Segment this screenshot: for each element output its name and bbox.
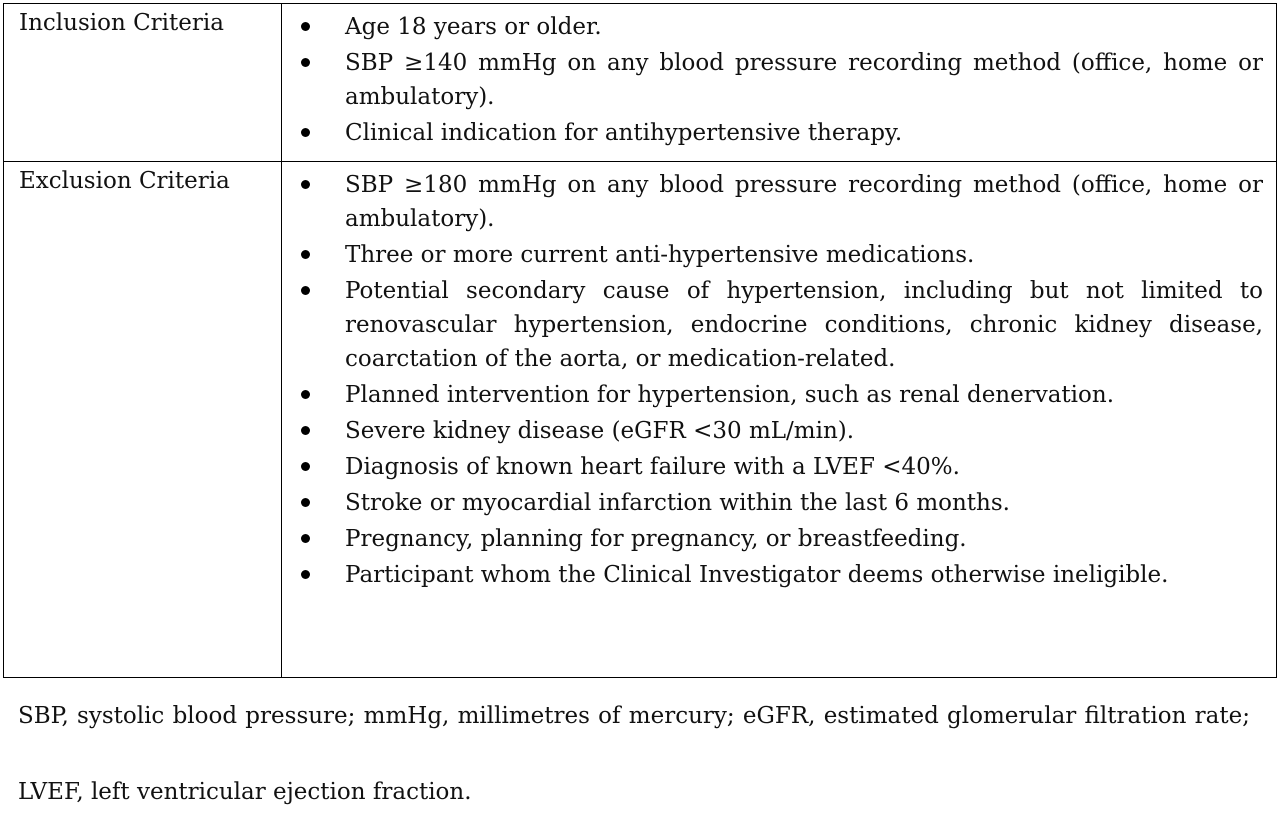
bullet-icon — [301, 498, 310, 507]
bullet-icon — [301, 22, 310, 31]
exclusion-criteria-label: Exclusion Criteria — [19, 168, 230, 194]
exclusion-criterion-text: SBP ≥180 mmHg on any blood pressure recording method (office, home or ambulatory). — [345, 172, 1263, 232]
bullet-icon — [301, 426, 310, 435]
bullet-icon — [301, 128, 310, 137]
bullet-icon — [301, 390, 310, 399]
bullet-icon — [301, 58, 310, 67]
exclusion-criterion-text: Participant whom the Clinical Investigator deems otherwise ineligible. — [345, 562, 1169, 588]
exclusion-criterion-text: Potential secondary cause of hypertension, including but not limited to renovascular hypertension, endocrine conditions, chronic kidney disease, coarctation of the aorta, or medication-related. — [345, 278, 1263, 372]
bullet-icon — [301, 250, 310, 259]
inclusion-criterion-item — [282, 116, 1263, 150]
exclusion-criteria-row — [4, 162, 1277, 678]
inclusion-label-cell — [4, 4, 282, 162]
bullet-icon — [301, 180, 310, 189]
bullet-icon — [301, 462, 310, 471]
exclusion-criterion-text: Three or more current anti-hypertensive medications. — [345, 242, 975, 268]
exclusion-criterion-item — [282, 238, 1263, 272]
inclusion-criterion-item — [282, 10, 1263, 44]
inclusion-criteria-label: Inclusion Criteria — [19, 10, 224, 36]
exclusion-criterion-text: Planned intervention for hypertension, such as renal denervation. — [345, 382, 1115, 408]
exclusion-criterion-text: Stroke or myocardial infarction within the last 6 months. — [345, 490, 1010, 516]
inclusion-list-cell — [282, 4, 1277, 162]
exclusion-criterion-item — [282, 414, 1263, 448]
exclusion-criterion-item — [282, 522, 1263, 556]
table-footnote: SBP, systolic blood pressure; mmHg, millimetres of mercury; eGFR, estimated glomerular filtration rate; LVEF, left ventricular ejection fraction. — [18, 703, 1250, 805]
exclusion-label-cell — [4, 162, 282, 678]
bullet-icon — [301, 286, 310, 295]
inclusion-criterion-text: SBP ≥140 mmHg on any blood pressure recording method (office, home or ambulatory). — [345, 50, 1263, 110]
exclusion-criterion-text: Pregnancy, planning for pregnancy, or breastfeeding. — [345, 526, 967, 552]
bullet-icon — [301, 570, 310, 579]
exclusion-criterion-item — [282, 450, 1263, 484]
exclusion-criterion-item — [282, 558, 1263, 592]
exclusion-criterion-item — [282, 274, 1263, 376]
inclusion-criterion-text: Age 18 years or older. — [345, 14, 602, 40]
exclusion-criterion-item — [282, 378, 1263, 412]
exclusion-criteria-list — [282, 162, 1276, 592]
inclusion-criterion-item — [282, 46, 1263, 114]
bullet-icon — [301, 534, 310, 543]
inclusion-criterion-text: Clinical indication for antihypertensive therapy. — [345, 120, 903, 146]
criteria-table — [3, 3, 1277, 678]
exclusion-criterion-text: Severe kidney disease (eGFR <30 mL/min). — [345, 418, 855, 444]
inclusion-criteria-row — [4, 4, 1277, 162]
inclusion-criteria-list — [282, 4, 1276, 150]
exclusion-criterion-text: Diagnosis of known heart failure with a LVEF <40%. — [345, 454, 960, 480]
exclusion-criterion-item — [282, 486, 1263, 520]
exclusion-list-cell — [282, 162, 1277, 678]
exclusion-criterion-item — [282, 168, 1263, 236]
